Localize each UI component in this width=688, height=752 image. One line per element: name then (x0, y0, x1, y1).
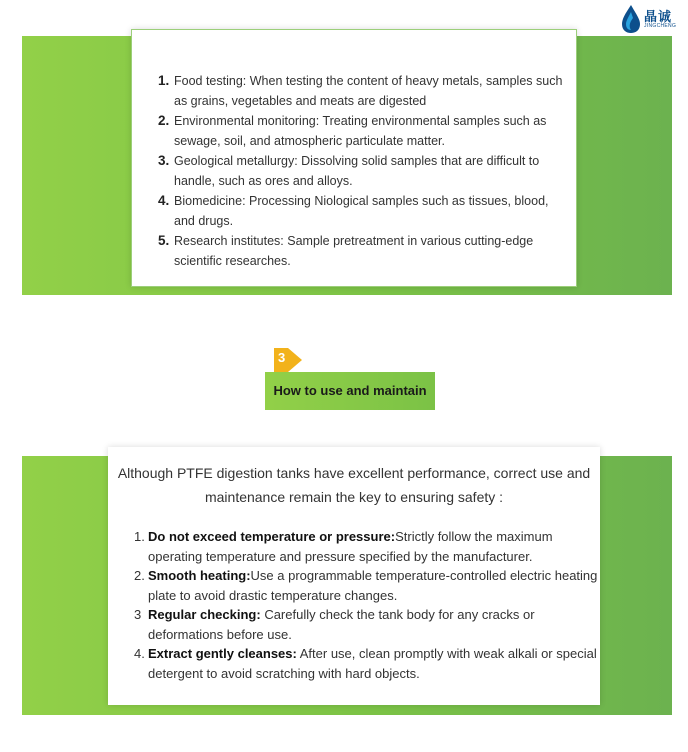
item-number: 1. (158, 73, 170, 88)
application-item (158, 151, 568, 191)
item-text: Geological metallurgy: Dissolving solid samples that are difficult to handle, such as ores and alloys. (174, 154, 540, 188)
brand-name: 晶诚 (644, 9, 673, 24)
maintenance-item (134, 566, 602, 605)
application-item (158, 191, 568, 231)
maintenance-intro: Although PTFE digestion tanks have excellent performance, correct use and maintenance remain the key to ensuring safety : (117, 465, 591, 505)
item-heading: Extract gently cleanses: (148, 646, 297, 661)
application-item (158, 71, 568, 111)
item-heading: Regular checking: (148, 607, 261, 622)
item-text: Food testing: When testing the content of heavy metals, samples such as grains, vegetables and meats are digested (174, 74, 563, 108)
application-item (158, 111, 568, 151)
maintenance-item (134, 605, 602, 644)
item-number: 5. (158, 233, 170, 248)
item-heading: Do not exceed temperature or pressure: (148, 529, 396, 544)
item-number: 3. (158, 153, 170, 168)
application-item (158, 231, 568, 271)
brand-sub: JINGCHENG (644, 23, 677, 29)
item-number: 4. (134, 646, 145, 661)
item-text: Carefully check the tank body for any cracks or deformations before use. (148, 607, 535, 642)
applications-card (131, 29, 577, 287)
maintenance-item (134, 527, 602, 566)
section-badge (274, 348, 302, 372)
brand-logo (616, 2, 688, 38)
item-number: 1. (134, 529, 145, 544)
logo-mark-icon (620, 4, 642, 34)
item-text: After use, clean promptly with weak alkali or special detergent to avoid scratching with hard objects. (148, 646, 597, 681)
item-number: 2. (158, 113, 170, 128)
item-text: Environmental monitoring: Treating environmental samples such as sewage, soil, and atmospheric particulate matter. (174, 114, 547, 148)
item-text: Strictly follow the maximum operating temperature and pressure specified by the manufacturer. (148, 529, 553, 564)
section-title: How to use and maintain (273, 383, 427, 398)
section-number: 3 (278, 350, 286, 365)
item-text: Biomedicine: Processing Niological samples such as tissues, blood, and drugs. (174, 194, 549, 228)
item-number: 3 (134, 607, 142, 622)
item-number: 4. (158, 193, 170, 208)
maintenance-card (108, 447, 600, 705)
item-heading: Smooth heating: (148, 568, 251, 583)
maintenance-item (134, 644, 602, 683)
item-number: 2. (134, 568, 145, 583)
maintenance-list (134, 527, 602, 683)
item-text: Use a programmable temperature-controlled electric heating plate to avoid drastic temperature changes. (148, 568, 598, 603)
section-title-bar (265, 372, 435, 410)
item-text: Research institutes: Sample pretreatment in various cutting-edge scientific researches. (174, 234, 534, 268)
applications-list (158, 71, 568, 271)
